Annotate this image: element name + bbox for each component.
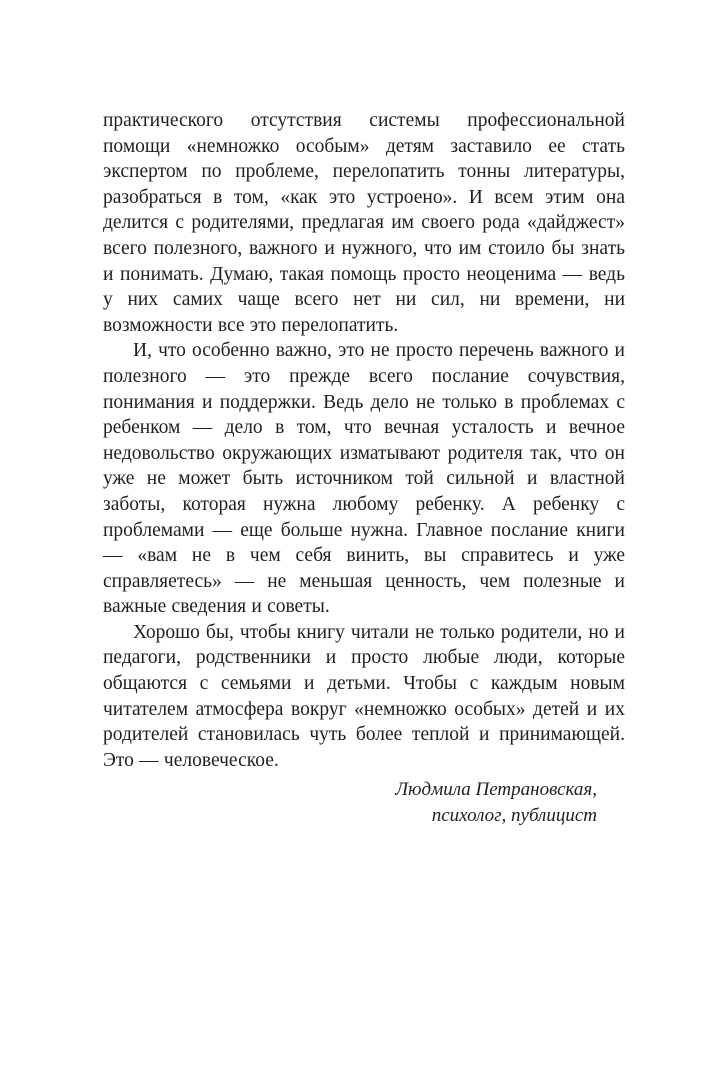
signature-role: психолог, публицист [431, 805, 597, 827]
paragraph-continuation: практического отсутствия системы профессиональной помощи «немножко особым» детям заставило ее стать экспертом по проблеме, перелопатить тонны литературы, разобраться в том, «как это устроено». И всем этим она делится с родителями, предлагая им своего рода «дайджест» всего полезного, важного и нужного, что им стоило бы знать и понимать. Думаю, такая помощь просто неоценима — ведь у них самих чаще всего нет ни сил, ни времени, ни возможности все это перелопатить. [103, 110, 625, 336]
signature-author: Людмила Петрановская, [395, 779, 597, 801]
signature-block [103, 777, 625, 829]
paragraph: Хорошо бы, чтобы книгу читали не только родители, но и педагоги, родственники и просто любые люди, которые общаются с семьями и детьми. Чтобы с каждым новым читателем атмосфера вокруг «немножко особых» детей и их родителей становилась чуть более теплой и принимающей. Это — человеческое. [103, 621, 625, 771]
paragraph: И, что особенно важно, это не просто перечень важного и полезного — это прежде всего послание сочувствия, понимания и поддержки. Ведь дело не только в проблемах с ребенком — дело в том, что вечная усталость и вечное недовольство окружающих изматывают родителя так, что он уже не может быть источником той сильной и властной заботы, которая нужна любому ребенку. А ребенку с проблемами — еще больше нужна. Главное послание книги — «вам не в чем себя винить, вы справитесь и уже справляетесь» — не меньшая ценность, чем полезные и важные сведения и советы. [103, 340, 625, 618]
page-text [103, 108, 625, 773]
